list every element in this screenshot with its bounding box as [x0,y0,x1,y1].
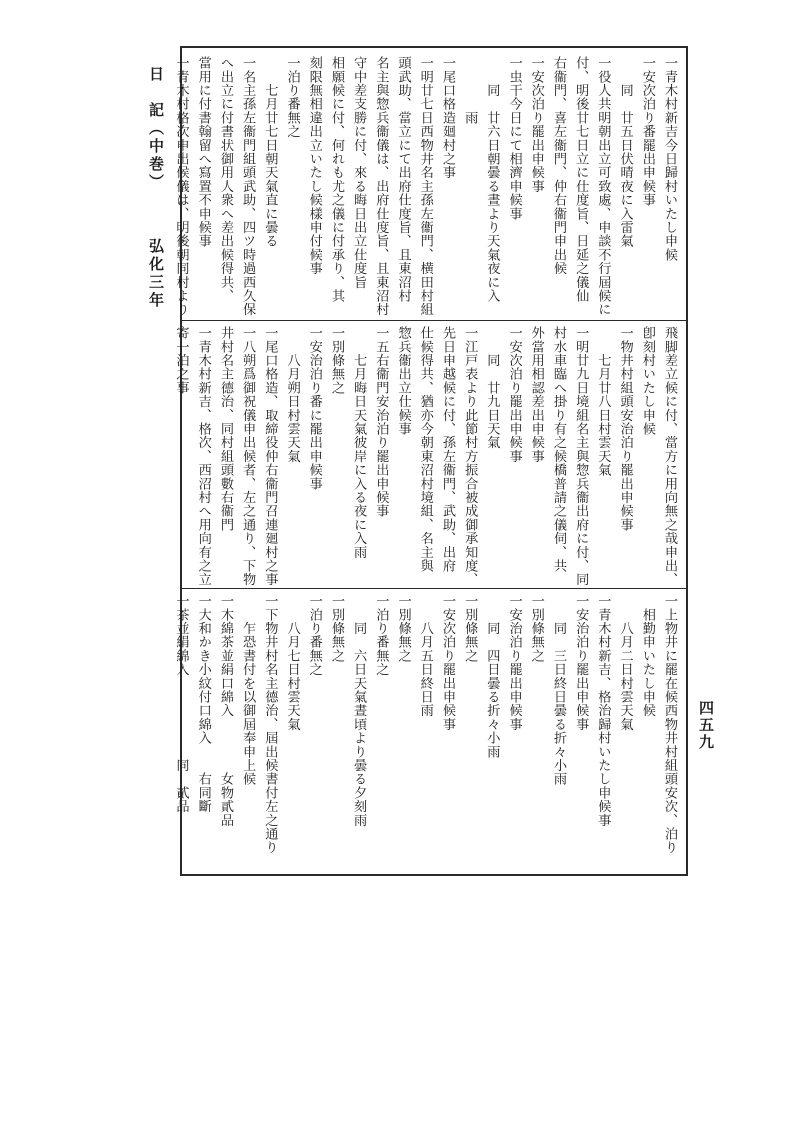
text-line: 同 四日曇る折々小雨 [484,594,500,759]
text-line: 飛脚差立候に付、當方に用向無之哉申出、 [662,326,677,587]
text-line: 一尾口格造廻村之事 [439,56,455,180]
text-line: 一明廿七日西物井名主孫左衞門、横田村組 [417,56,433,317]
text-line: 一安治泊り番に罷出申候事 [306,326,322,491]
text-line: 刻限無相違出立いたし候樣申付候事 [306,56,322,276]
text-line: 八月五日終日雨 [417,594,433,718]
header-era: 弘化三年 [147,238,165,311]
text-line: 一泊り番無之 [306,594,322,677]
running-header [148,66,163,310]
text-line: 村水車臨へ掛り有之候橋普請之儀伺、共 [550,326,566,573]
text-band-upper [173,56,680,317]
text-line: 一八朔爲御祝儀申出候者、左之通り、下物 [240,326,256,587]
text-line: 井村名主德治、同村組頭數右衞門 [217,326,233,532]
text-line: 同 廿九日天氣 [484,326,500,450]
text-line: 一木綿茶並絹口綿入 女物貳品 [217,594,233,827]
text-line: 守中差支勝に付、來る晦日出立仕度旨 [351,56,367,289]
text-line: 一物井村組頭安治泊り罷出申候事 [617,326,633,532]
text-line: 一安次泊り罷出申候事 [439,594,455,731]
text-line: 七月廿七日朝天氣直に曇る [262,56,278,248]
text-line: 當用に付書翰留へ寫置不申候事 [195,56,211,248]
text-line: 一下物井村名主德治、屆出候書付左之通り [262,594,278,855]
text-line: 同 三日終日曇る折々小雨 [550,594,566,786]
text-line: 頭武助、當立にて出府仕度旨、且東沼村 [395,56,411,303]
divider-rule-lower [180,588,688,589]
text-line: 一安次泊り番罷出申候事 [639,56,655,207]
text-line: 一五右衞門安治泊り罷出申候事 [373,326,389,518]
header-title: 日 記（中巻） [147,66,165,192]
text-line: 一上物井に罷在候西物井村組頭安次、泊り [662,594,677,855]
text-line: 八月二日村雲天氣 [617,594,633,731]
text-line: 一別條無之 [395,594,411,663]
text-line: 一江戸表より此節村方振合被成御承知度、 [462,326,478,587]
text-line: 一青木村格次申出候儀は、明後朝同村より [173,56,189,317]
text-line: 一明廿九日境組名主與惣兵衞出府に付、同 [573,326,589,587]
text-line: 八月朔日村雲天氣 [284,326,300,463]
text-line: 一安治泊り罷出申候事 [573,594,589,731]
text-line: 一尾口格造、取締役仲右衞門召連廻村之事 [262,326,278,587]
text-line: 一別條無之 [328,326,344,395]
text-line: 惣兵衞出立仕候事 [395,326,411,436]
text-line: 一青木村新吉、格次、西沼村へ用向有之立 [195,326,211,587]
text-line: 一大和かき小紋付口綿入 右同斷 [195,594,211,814]
text-line: 一名主孫左衞門組頭武助、四ツ時過西久保 [240,56,256,317]
text-line: 右衞門、喜左衞門、仲右衞門申出候 [550,56,566,276]
text-line: 雨 [462,56,478,125]
text-line: 一安次泊り罷出申候事 [528,56,544,193]
text-band-middle [173,326,680,587]
text-line: 寄一泊之事 [173,326,189,395]
text-line: 名主與惣兵衞儀は、出府仕度旨、且東沼村 [373,56,389,317]
text-line: 一茶並絹綿入 同 貳品 [173,594,189,814]
text-line: 一役人共明朝出立可致處、申談不行屆候に [595,56,611,317]
text-line: 一別條無之 [462,594,478,663]
text-line: 一別條無之 [528,594,544,663]
text-line: 一青木村新吉、格治歸村いたし申候事 [595,594,611,827]
text-band-lower [173,594,680,868]
text-line: 一虫干今日にて相濟申候事 [506,56,522,221]
text-line: 付、明後廿七日立に仕度旨、日延之儀仙 [573,56,589,303]
text-line: 一泊り番無之 [373,594,389,677]
text-line: 卽刻村いたし申候 [639,326,655,436]
text-line: 七月晦日天氣彼岸に入る夜に入雨 [351,326,367,559]
text-line: 同 廿六日朝曇る晝より天氣夜に入 [484,56,500,303]
text-line: 相願候に付、何れも尤之儀に付承り、其 [328,56,344,303]
text-line: 相勤申いたし申候 [639,594,655,718]
text-line: 一泊り番無之 [284,56,300,139]
text-line: 八月七日村雲天氣 [284,594,300,731]
text-line: 先日申越候に付、孫左衞門、武助、出府 [439,326,455,573]
text-line: 一青木村新吉今日歸村いたし申候 [662,56,677,262]
divider-rule-upper [180,320,688,321]
text-line: 外當用相認差出申候事 [528,326,544,463]
text-line: 同 廿五日伏晴夜に入雷氣 [617,56,633,248]
text-line: 七月廿八日村雲天氣 [595,326,611,477]
text-line: へ出立に付書状御用人衆へ差出候得共、 [217,56,233,303]
page-number: 四五九 [697,700,715,751]
text-line: 一安治泊り罷出申候事 [506,594,522,731]
text-line: 乍恐書付を以御屆奉申上候 [240,594,256,786]
text-line: 同 六日天氣晝頃より曇る夕刻雨 [351,594,367,827]
text-line: 一安次泊り罷出申候事 [506,326,522,463]
text-line: 一別條無之 [328,594,344,663]
text-line: 仕候得共、猶亦今朝東沼村境組、名主與 [417,326,433,573]
